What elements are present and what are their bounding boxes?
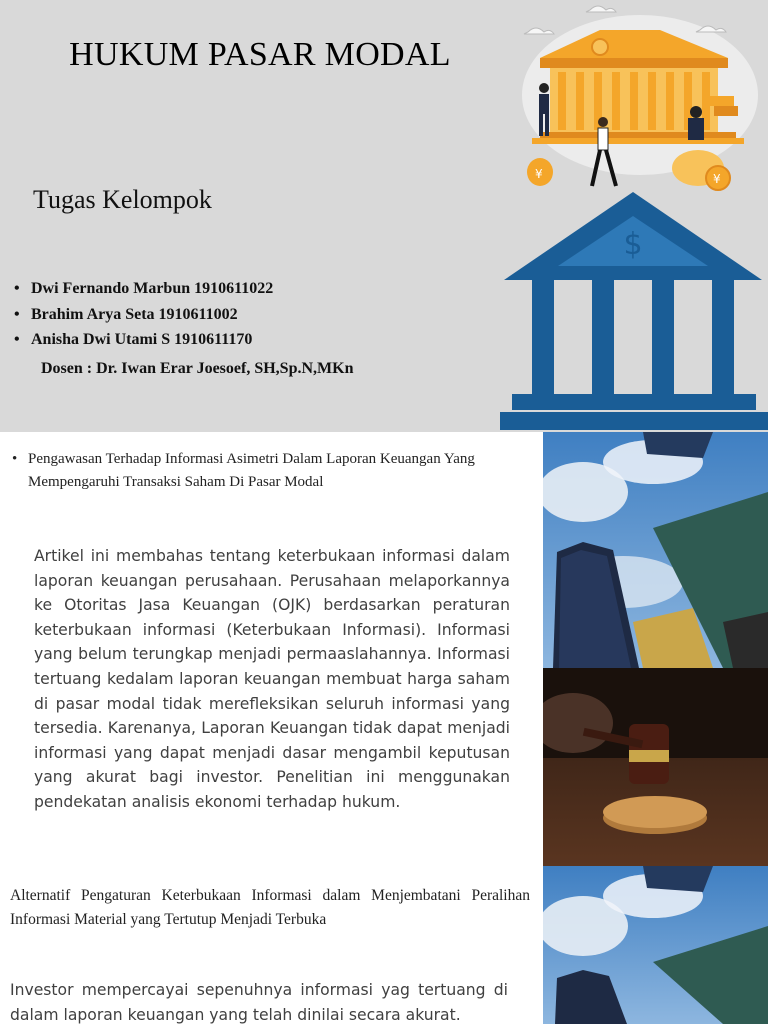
heading-1-text: Pengawasan Terhadap Informasi Asimetri Dalam Laporan Keuangan Yang Mempengaruhi Transaksi Saham Di Pasar Modal	[28, 451, 475, 490]
dollar-sign-icon: $	[623, 227, 643, 262]
member-item	[14, 327, 273, 353]
bullet-icon: •	[14, 280, 20, 297]
member-name: Dwi Fernando Marbun 1910611022	[31, 280, 274, 297]
bullet-icon: •	[14, 305, 20, 323]
skyscraper-photo	[543, 432, 768, 668]
bank-illustration	[510, 0, 768, 200]
article-paragraph-1: Artikel ini membahas tentang keterbukaan informasi dalam laporan keuangan perusahaan. Perusahaan melaporkannya ke Otoritas Jasa Keuangan (OJK) berdasarkan peraturan keterbukaan informasi (Keterbukaan Informasi). Informasi yang belum terungkap menjadi permaaslahannya. Informasi tertuang kedalam laporan keuangan membuat harga saham di pasar modal tidak merefleksikan seluruh informasi yang tersedia. Karenanya, Laporan Keuangan tidak dapat menjadi informasi yang dapat menjadi dasar mengambil keputusan yang akurat bagi investor. Penelitian ini menggunakan pendekatan analisis ekonomi terhadap hukum.	[34, 547, 510, 811]
member-item	[14, 302, 273, 328]
svg-text:¥: ¥	[713, 172, 721, 186]
slide-title: HUKUM PASAR MODAL	[69, 36, 451, 73]
title-slide	[0, 0, 768, 432]
bank-icon	[498, 188, 768, 430]
member-name: Brahim Arya Seta 1910611002	[31, 305, 238, 323]
bullet-icon: •	[14, 331, 20, 348]
article-slide	[0, 432, 768, 1024]
lecturer-label: Dosen : Dr. Iwan Erar Joesoef, SH,Sp.N,MKn	[41, 360, 354, 377]
article-heading-2: Alternatif Pengaturan Keterbukaan Informasi dalam Menjembatani Peralihan Informasi Material yang Tertutup Menjadi Terbuka	[10, 887, 530, 928]
slide-subtitle: Tugas Kelompok	[33, 185, 212, 214]
member-item	[14, 276, 273, 302]
member-list	[14, 276, 273, 353]
skyscraper-photo-2	[543, 866, 768, 1024]
article-heading-1	[12, 448, 532, 494]
svg-text:¥: ¥	[535, 167, 543, 181]
member-name: Anisha Dwi Utami S 1910611170	[31, 331, 253, 348]
article-paragraph-2: Investor mempercayai sepenuhnya informasi yag tertuang di dalam laporan keuangan yang telah dinilai secara akurat.	[10, 981, 508, 1024]
bullet-icon: •	[12, 451, 18, 467]
gavel-photo	[543, 668, 768, 866]
